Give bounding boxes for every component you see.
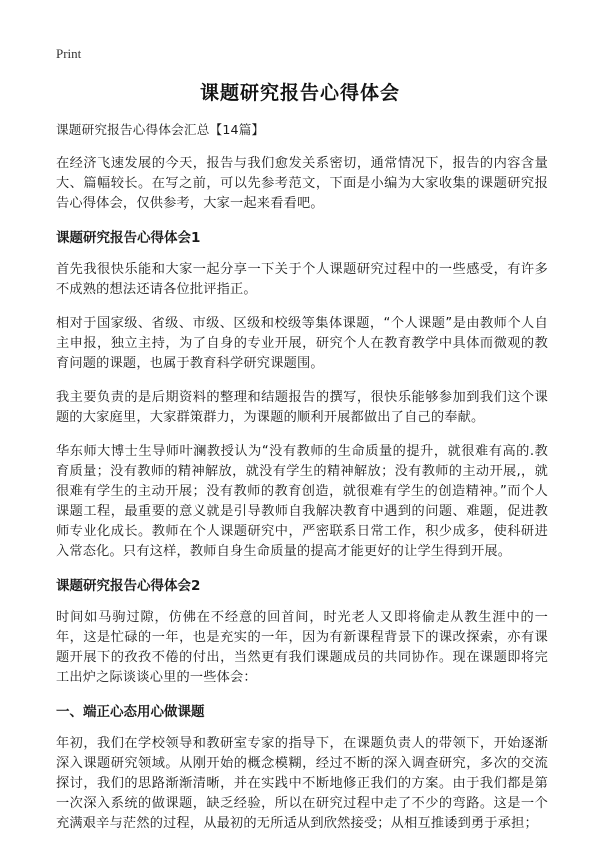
section-heading-2: 课题研究报告心得体会2 [56,578,201,594]
article-body [56,120,548,848]
paragraph: 首先我很快乐能和大家一起分享一下关于个人课题研究过程中的一些感受，有许多不成熟的想法还请各位批评指正。 [56,262,548,297]
page-title: 课题研究报告心得体会 [199,82,400,104]
section-heading-3: 一、端正心态用心做课题 [56,704,205,720]
paragraph: 年初，我们在学校领导和教研室专家的指导下，在课题负责人的带领下，开始逐渐深入课题研究领域。从刚开始的概念模糊，经过不断的深入调查研究，多次的交流探讨，我们的思路渐渐清晰，并在实践中不断地修正我们的方案。由于我们都是第一次深入系统的做课题，缺乏经验，所以在研究过程中走了不少的弯路。这是一个充满艰辛与茫然的过程，从最初的无所适从到欣然接受；从相互推诿到勇于承担； [56,736,548,831]
intro-paragraph: 在经济飞速发展的今天，报告与我们愈发关系密切，通常情况下，报告的内容含量大、篇幅较长。在写之前，可以先参考范文，下面是小编为大家收集的课题研究报告心得体会，仅供参考，大家一起来看看吧。 [56,156,548,211]
paragraph: 相对于国家级、省级、市级、区级和校级等集体课题，“个人课题”是由教师个人自主申报，独立主持，为了自身的专业开展，研究个人在教育教学中具体而微观的教育问题的课题，也属于教育科学研究课题围。 [56,316,548,371]
section-heading-1: 课题研究报告心得体会1 [56,230,201,246]
print-link[interactable]: Print [56,46,82,61]
article-subtitle: 课题研究报告心得体会汇总【14篇】 [56,122,265,137]
paragraph: 华东师大博士生导师叶澜教授认为“没有教师的生命质量的提升，就很难有高的.教育质量；没有教师的精神解放，就没有学生的精神解放；没有教师的主动开展,，就很难有学生的主动开展；没有教师的教育创造，就很难有学生的创造精神。”而个人课题工程，最重要的意义就是引导教师自我解决教育中遇到的问题、难题，促进教师专业化成长。教师在个人课题研究中，严密联系日常工作，积少成多，使科研进入常态化。只有这样，教师自身生命质量的提高才能更好的让学生得到开展。 [56,444,548,559]
paragraph: 我主要负责的是后期资料的整理和结题报告的撰写，很快乐能够参加到我们这个课题的大家庭里，大家群策群力，为课题的顺利开展都做出了自己的奉献。 [56,390,548,425]
paragraph: 时间如马驹过隙，仿佛在不经意的回首间，时光老人又即将偷走从教生涯中的一年，这是忙碌的一年，也是充实的一年，因为有新课程背景下的课改探索，亦有课题开展下的孜孜不倦的付出，当然更有我们课题成员的共同协作。现在课题即将完工出炉之际谈谈心里的一些体会： [56,610,548,685]
